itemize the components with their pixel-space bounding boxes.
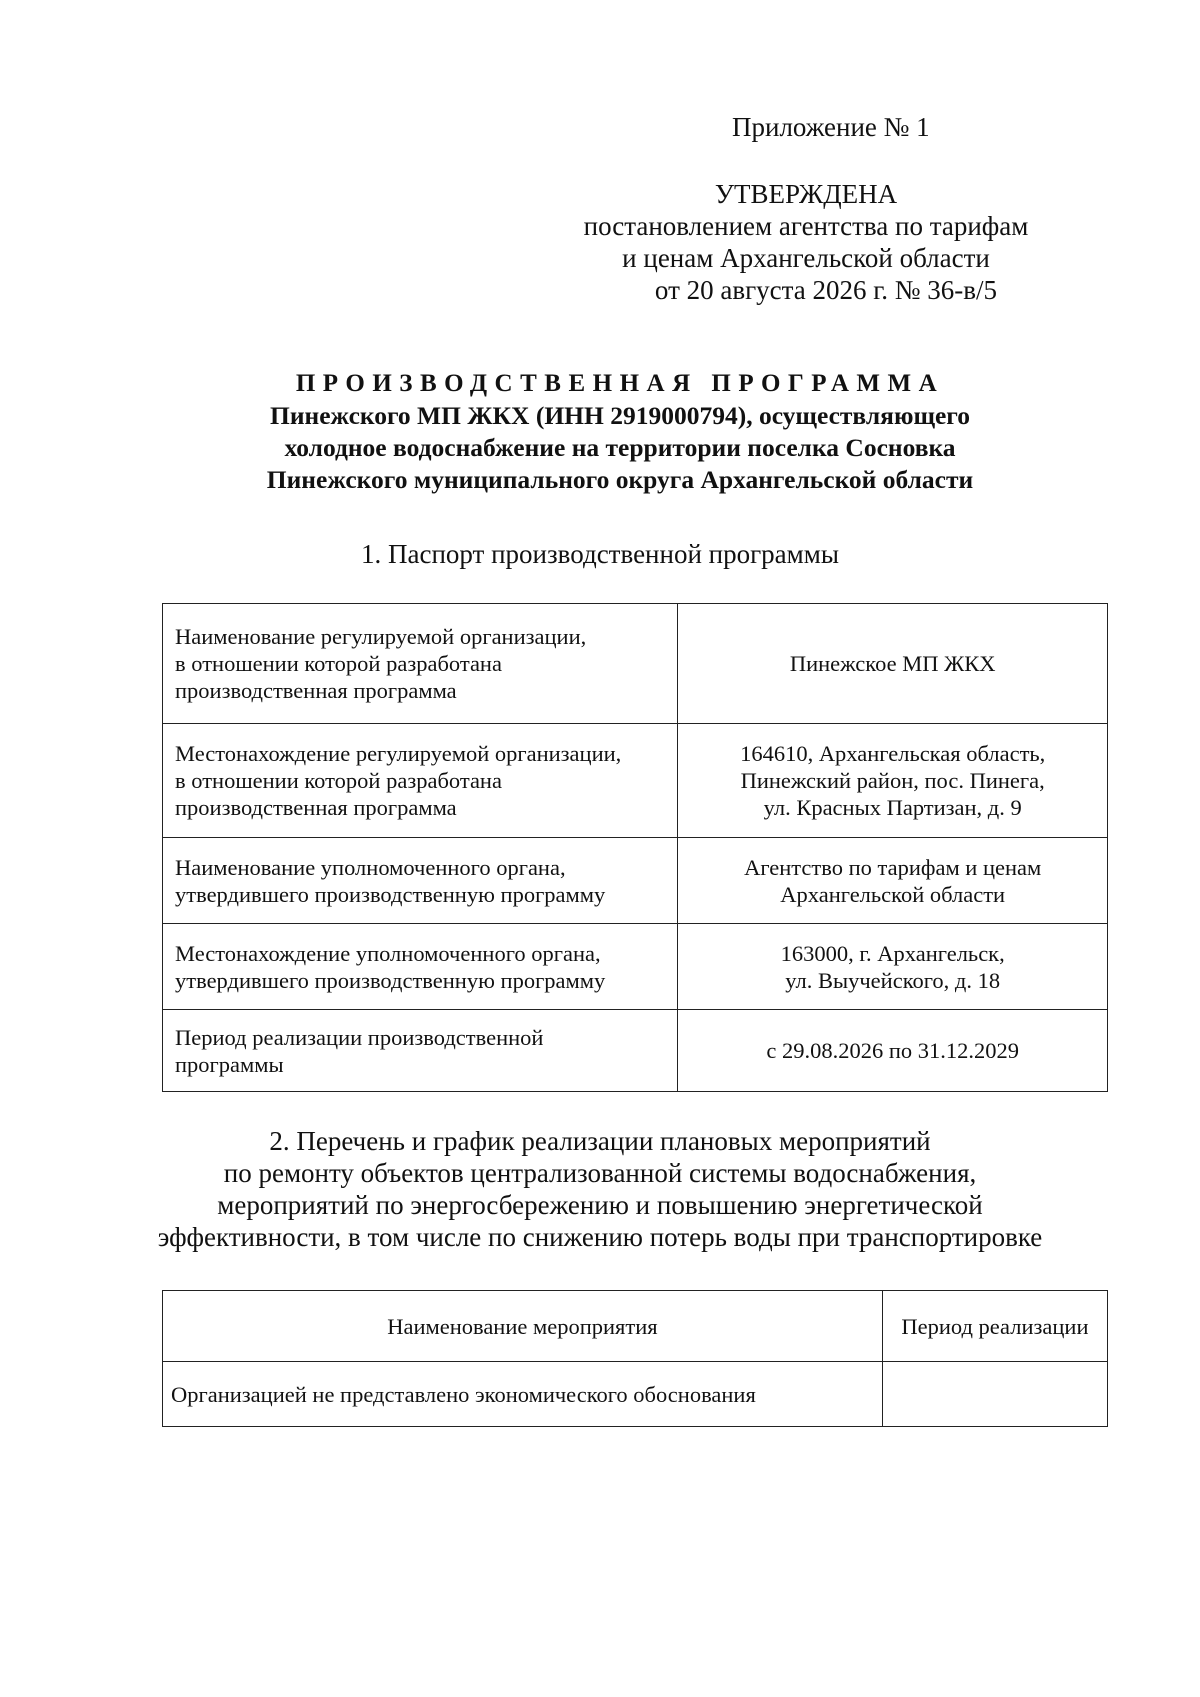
heading-line: 2. Перечень и график реализации плановых мероприятий xyxy=(269,1126,931,1156)
events-table xyxy=(162,1290,1108,1427)
value-line: Пинежский район, пос. Пинега, xyxy=(740,768,1045,793)
column-header-period: Период реализации xyxy=(882,1291,1107,1362)
row-label xyxy=(163,1010,678,1092)
value-line: Агентство по тарифам и ценам xyxy=(744,854,1042,880)
title-line-1: Пинежского МП ЖКХ (ИНН 2919000794), осуществляющего xyxy=(270,401,970,430)
event-period-cell xyxy=(882,1362,1107,1427)
label-line: производственная программа xyxy=(175,795,457,820)
table-row xyxy=(163,838,1108,924)
value-line: ул. Выучейского, д. 18 xyxy=(785,967,1001,993)
label-line: Наименование уполномоченного органа, xyxy=(175,854,566,880)
row-value xyxy=(678,924,1108,1010)
column-header-name: Наименование мероприятия xyxy=(163,1291,883,1362)
label-line: утвердившего производственную программу xyxy=(175,967,606,993)
title-main: ПРОИЗВОДСТВЕННАЯ ПРОГРАММА xyxy=(295,370,945,397)
title-line-3: Пинежского муниципального округа Архангельской области xyxy=(266,465,974,494)
approved-word: УТВЕРЖДЕНА xyxy=(714,179,898,209)
approved-by-line-2: и ценам Архангельской области xyxy=(622,243,990,273)
approved-by-line: постановлением агентства по тарифам xyxy=(583,211,1029,241)
table-header-row xyxy=(163,1291,1108,1362)
label-line: Период реализации производственной xyxy=(175,1024,544,1050)
row-value xyxy=(678,604,1108,724)
approved-date-number: от 20 августа 2026 г. № 36-в/5 xyxy=(654,275,998,305)
label-line: Наименование регулируемой организации, xyxy=(175,624,587,649)
value-line: 163000, г. Архангельск, xyxy=(780,940,1005,966)
heading-line: по ремонту объектов централизованной системы водоснабжения, xyxy=(223,1158,977,1188)
row-label xyxy=(163,724,678,838)
label-line: Местонахождение регулируемой организации, xyxy=(175,741,622,766)
approval-stamp-block xyxy=(556,178,1056,306)
row-value xyxy=(678,1010,1108,1092)
section-1-heading: 1. Паспорт производственной программы xyxy=(361,539,839,569)
document-title xyxy=(130,368,1110,496)
table-row xyxy=(163,1010,1108,1092)
label-line: в отношении которой разработана xyxy=(175,768,502,793)
label-line: утвердившего производственную программу xyxy=(175,881,606,907)
value-line: с 29.08.2026 по 31.12.2029 xyxy=(766,1038,1019,1063)
heading-line: эффективности, в том числе по снижению потерь воды при транспортировке xyxy=(157,1222,1043,1252)
table-row xyxy=(163,604,1108,724)
table-row xyxy=(163,1362,1108,1427)
heading-line: мероприятий по энергосбережению и повышению энергетической xyxy=(217,1190,983,1220)
title-line-2: холодное водоснабжение на территории поселка Сосновка xyxy=(284,433,956,462)
passport-table xyxy=(162,603,1108,1092)
table-row xyxy=(163,724,1108,838)
table-row xyxy=(163,924,1108,1010)
row-value xyxy=(678,724,1108,838)
section-2-heading xyxy=(80,1125,1120,1253)
row-value xyxy=(678,838,1108,924)
value-line: Архангельской области xyxy=(780,881,1006,907)
row-label xyxy=(163,838,678,924)
row-label xyxy=(163,924,678,1010)
label-line: в отношении которой разработана xyxy=(175,651,502,676)
value-line: 164610, Архангельская область, xyxy=(740,741,1046,766)
label-line: Местонахождение уполномоченного органа, xyxy=(175,940,601,966)
appendix-label: Приложение № 1 xyxy=(732,112,930,142)
value-line: Пинежское МП ЖКХ xyxy=(789,651,996,676)
label-line: программы xyxy=(175,1051,284,1077)
value-line: ул. Красных Партизан, д. 9 xyxy=(763,795,1022,820)
event-name-cell: Организацией не представлено экономического обоснования xyxy=(163,1362,883,1427)
label-line: производственная программа xyxy=(175,678,457,703)
row-label xyxy=(163,604,678,724)
